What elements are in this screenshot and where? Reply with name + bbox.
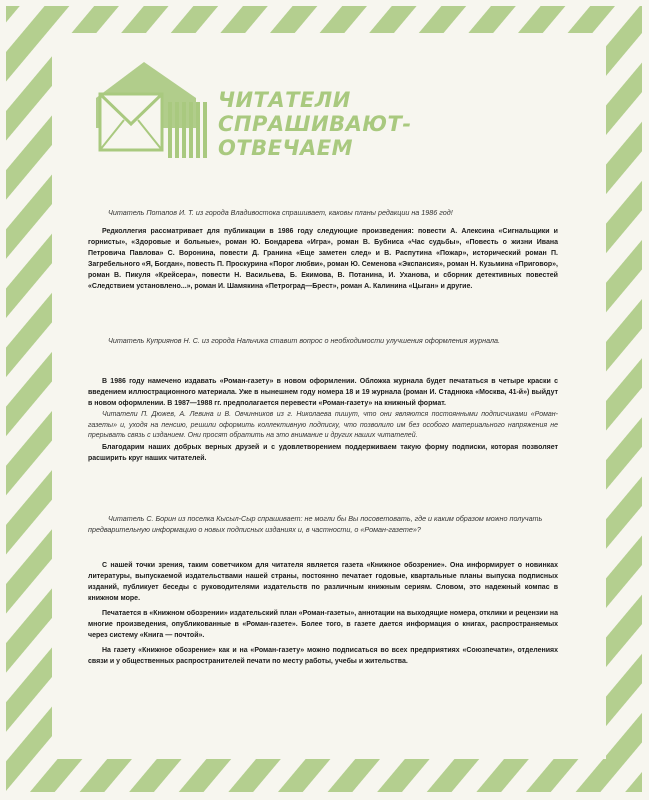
editorial-reply: Благодарим наших добрых верных друзей и с удовлетворением поддерживаем такую форму подписки, которая позволяет расширить круг наших читателей. <box>88 443 558 462</box>
reader-question: Читатель Потапов И. Т. из города Владивостока спрашивает, каковы планы редакции на 1986 год! <box>108 208 453 217</box>
qa-answer-2 <box>88 376 558 464</box>
editorial-answer: Редколлегия рассматривает для публикации в 1986 году следующие произведения: повести А. Алексина «Сигнальщики и горнисты», «Здоровые и больные», роман Ю. Бондарева «Игра», роман В. Бубниса «Час судьбы», «Повесть о жизни Ивана Петровича Павлова» С. Воронина, повести Д. Гранина «Еще заметен след» и В. Распутина «Пожар», исторический роман П. Загребельного «Я, Богдан», повесть П. Проскурина «Порог любви», роман Ю. Семенова «Экспансия», роман Н. Кузьмина «Приговор», роман В. Пикуля «Крейсера», повести Н. Васильева, Б. Екимова, В. Потанина, И. Уханова, и сборник детективных повестей «Следствием установлено...», роман И. Шамякина «Петроград—Брест», роман А. Калинина «Цыган» и другие. <box>88 228 558 290</box>
title-line-1: ЧИТАТЕЛИ <box>218 88 351 112</box>
editorial-answer: В 1986 году намечено издавать «Роман-газету» в новом оформлении. Обложка журнала будет печататься в четыре краски с введением иллюстрационного материала. Уже в нынешнем году номера 18 и 19 журнала (роман И. Стаднюка «Москва, 41-й») выйдут в новом оформлении. В 1987—1988 гг. предполагается перевести «Роман-газету» на книжный формат. <box>88 378 558 407</box>
qa-section-2 <box>88 336 558 347</box>
reader-question: Читатель С. Борин из поселка Кысыл-Сыр спрашивает: не могли бы Вы посоветовать, где и каким образом можно получать предварительную информацию о новых подписных изданиях и, в частности, о «Роман-газете»? <box>88 514 543 534</box>
page-title <box>218 88 448 160</box>
title-line-3: ОТВЕЧАЕМ <box>218 136 353 160</box>
qa-section-1 <box>88 208 558 219</box>
envelope-icon <box>86 58 214 166</box>
reader-question: Читатель Куприянов Н. С. из города Нальчика ставит вопрос о необходимости улучшения оформления журнала. <box>108 336 501 345</box>
qa-answer-3 <box>88 560 558 667</box>
title-line-2: СПРАШИВАЮТ- <box>218 112 412 136</box>
qa-section-3 <box>88 514 558 535</box>
editorial-answer: Печатается в «Книжном обозрении» издательский план «Роман-газеты», аннотации на выходящие номера, отклики и рецензии на многие произведения, опубликованные в «Роман-газете». Более того, в газете дается информация о книгах, распространяемых через систему «Книга — почтой». <box>88 610 558 639</box>
qa-answer-1 <box>88 226 558 292</box>
editorial-answer: С нашей точки зрения, таким советчиком для читателя является газета «Книжное обозрение». Она информирует о новинках литературы, выпускаемой издательствами нашей страны, постоянно печатает годовые, квартальные планы выпуска подписных изданий, публикует беседы с руководителями издательств по различным книжным сериям. Словом, это надежный компас в книжном море. <box>88 562 558 602</box>
reader-letter: Читатели П. Дюжев, А. Левина и В. Овчинников из г. Николаева пишут, что они являются постоянными подписчиками «Роман-газеты» и, уходя на пенсию, решили оформить коллективную подписку, что позволило им без особого материального напряжения не прерывать связь с изданием. Они просят обратить на это внимание и других наших читателей. <box>88 411 558 439</box>
editorial-answer: На газету «Книжное обозрение» как и на «Роман-газету» можно подписаться во всех предприятиях «Союзпечати», отделениях связи и у общественных распространителей печати по месту работы, учебы и жительства. <box>88 647 558 665</box>
